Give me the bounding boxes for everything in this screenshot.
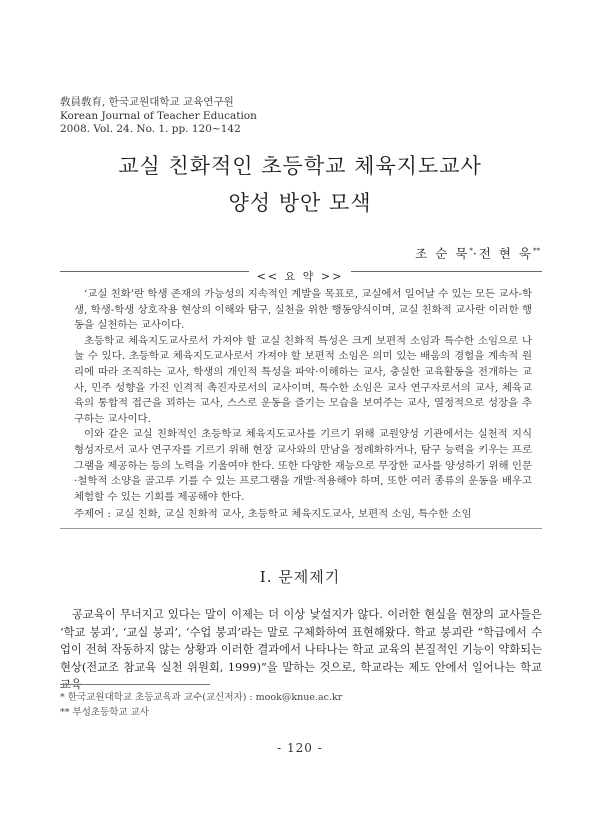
author-1: 조 순 묵 xyxy=(415,246,470,261)
journal-name-english: Korean Journal of Teacher Education xyxy=(60,109,257,122)
footnote-rule xyxy=(60,684,210,685)
journal-name-korean: 敎員敎育, 한국교원대학교 교육연구원 xyxy=(60,96,234,108)
abstract-paragraph: 초등학교 체육지도교사로서 가져야 할 교실 친화적 특성은 크게 보편적 소임과 특수한 소임으로 나눌 수 있다. 초등학교 체육지도교사로서 가져야 할 보편적 소임은 의미 있는 배움의 경험을 계속적 원리에 따라 조직하는 교사, 학생의 개인적 특성을 파악·이해하는 교사, 충실한 교육활동을 전개하는 교사, 민주 성향을 가진 인격적 촉진자로서의 교사이며, 특수한 소임은 교사 연구자로서의 교사, 체육교육의 통합적 접근을 꾀하는 교사, 스스로 운동을 즐기는 모습을 보여주는 교사, 열정적으로 성장을 추구하는 교사이다. xyxy=(74,334,532,425)
keywords: 주제어 : 교실 친화, 교실 친화적 교사, 초등학교 체육지도교사, 보편적 소임, 특수한 소임 xyxy=(74,508,472,520)
paper-title-line1: 교실 친화적인 초등학교 체육지도교사 xyxy=(118,154,482,178)
section-heading: Ⅰ. 문제제기 xyxy=(259,568,341,586)
abstract-paragraph: ‘교실 친화’란 학생 존재의 가능성의 지속적인 계발을 목표로, 교실에서 일어날 수 있는 모든 교사-학생, 학생-학생 상호작용 현상의 이해와 탐구, 실천을 위한 행동양식이며, 교실 친화적 교사란 이러한 행동을 실천하는 교사이다. xyxy=(74,288,532,332)
body-text xyxy=(60,606,542,694)
page-number: - 120 - xyxy=(277,741,323,755)
journal-volume-info: 2008. Vol. 24. No. 1. pp. 120~142 xyxy=(60,123,241,135)
author-line xyxy=(415,244,540,262)
author-2: 전 현 욱 xyxy=(478,246,533,261)
abstract-label-wrap xyxy=(0,265,600,284)
author-separator: · xyxy=(472,246,479,261)
abstract-body xyxy=(74,287,532,505)
author-1-mark: * xyxy=(469,246,473,255)
paper-title-line2: 양성 방안 모색 xyxy=(228,191,372,215)
abstract-paragraph: 이와 같은 교실 친화적인 초등학교 체육지도교사를 기르기 위해 교원양성 기관에서는 실천적 지식 형성자로서 교사 연구자를 기르기 위해 현장 교사와의 만남을 정례화하거나, 탐구 능력을 키우는 프로그램을 제공하는 등의 노력을 기울여야 한다. 또한 다양한 재능으로 무장한 교사를 양성하기 위해 인문·철학적 소양을 골고루 기를 수 있는 프로그램을 개발·적용해야 하며, 또한 여러 종류의 운동을 배우고 체험할 수 있는 기회를 제공해야 한다. xyxy=(74,428,532,503)
footnote-1: * 한국교원대학교 초등교육과 교수(교신저자) : mook@knue.ac.kr xyxy=(60,692,343,703)
keywords-rule xyxy=(60,528,542,529)
journal-info xyxy=(60,96,257,137)
abstract-label: << 요 약 >> xyxy=(249,270,352,283)
footnotes xyxy=(60,691,342,720)
body-paragraph: 공교육이 무너지고 있다는 말이 이제는 더 이상 낯설지가 않다. 이러한 현실을 현장의 교사들은 ‘학교 붕괴’, ‘교실 붕괴’, ‘수업 붕괴’라는 말로 구체화하여 표현해왔다. 학교 붕괴란 “학급에서 수업이 전혀 작동하지 않는 상황과 이러한 결과에서 나타나는 학교 교육의 본질적인 기능이 약화되는 현상(전교조 참교육 실천 위원회, 1999)”을 말하는 것으로, 학교라는 제도 안에서 일어나는 학교교육 xyxy=(60,608,542,691)
author-2-mark: ** xyxy=(533,246,540,255)
footnote-2: ** 부성초등학교 교사 xyxy=(60,706,149,718)
